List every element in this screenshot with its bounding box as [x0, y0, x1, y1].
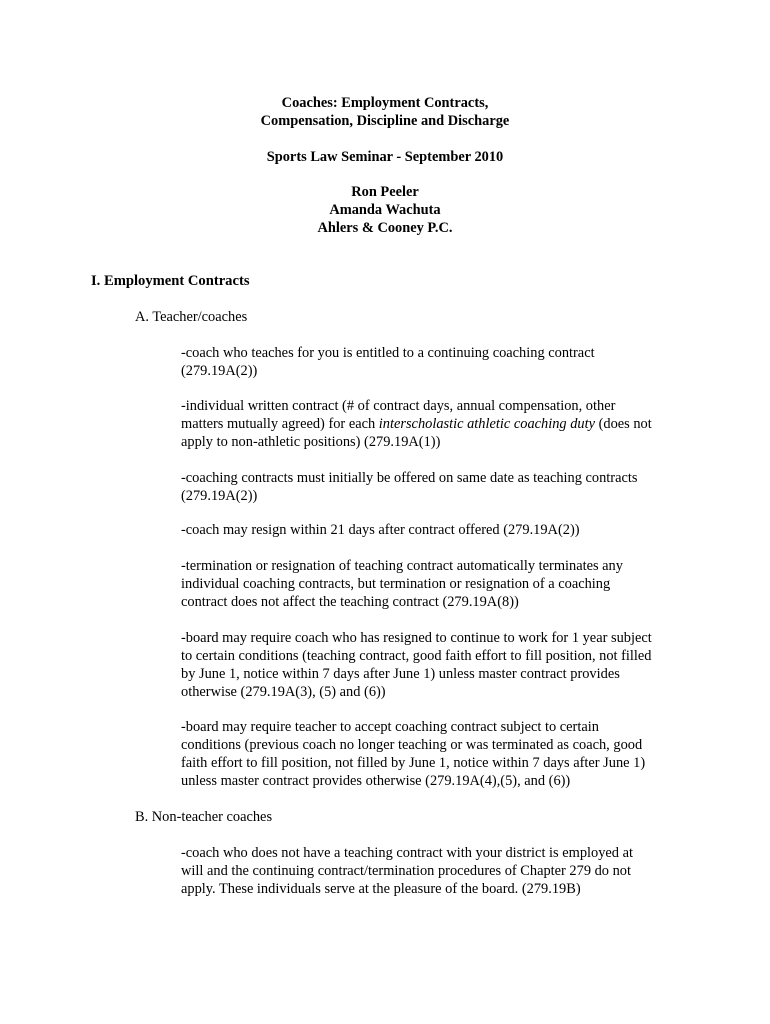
paragraph-line: to certain conditions (teaching contract, good faith effort to fill position, not filled	[181, 648, 652, 664]
paragraph-line: -coach may resign within 21 days after contract offered (279.19A(2))	[181, 522, 580, 538]
paragraph-line: -termination or resignation of teaching contract automatically terminates any	[181, 558, 623, 574]
paragraph	[181, 844, 681, 898]
paragraph-line: apply to non-athletic positions) (279.19A(1))	[181, 434, 441, 450]
paragraph-line: will and the continuing contract/termination procedures of Chapter 279 do not	[181, 863, 631, 879]
paragraph	[181, 344, 681, 380]
paragraph-line: apply. These individuals serve at the pleasure of the board. (279.19B)	[181, 881, 581, 897]
paragraph-line: -board may require coach who has resigned to continue to work for 1 year subject	[181, 630, 652, 646]
paragraph-line: -board may require teacher to accept coaching contract subject to certain	[181, 719, 599, 735]
paragraph-line: -coach who does not have a teaching contract with your district is employed at	[181, 845, 633, 861]
paragraph-line	[181, 415, 681, 433]
firm-name: Ahlers & Cooney P.C.	[317, 220, 453, 236]
author-name: Amanda Wachuta	[329, 202, 441, 218]
paragraph-line: otherwise (279.19A(3), (5) and (6))	[181, 684, 386, 700]
paragraph-line: conditions (previous coach no longer teaching or was terminated as coach, good	[181, 737, 643, 753]
paragraph	[181, 469, 681, 505]
document-title	[0, 94, 770, 130]
paragraph-line: unless master contract provides otherwise (279.19A(4),(5), and (6))	[181, 773, 571, 789]
text-run: (does not	[595, 416, 652, 432]
paragraph	[181, 521, 681, 539]
paragraph	[181, 629, 681, 701]
paragraph-line: (279.19A(2))	[181, 488, 258, 504]
subheading-non-teacher-coaches: B. Non-teacher coaches	[135, 809, 273, 825]
title-line-2: Compensation, Discipline and Discharge	[260, 113, 510, 129]
paragraph	[181, 557, 681, 611]
paragraph-line: -coaching contracts must initially be offered on same date as teaching contracts	[181, 470, 638, 486]
author-block	[0, 183, 770, 237]
paragraph-line: by June 1, notice within 7 days after June 1) unless master contract provides	[181, 666, 620, 682]
author-name: Ron Peeler	[351, 184, 419, 200]
paragraph-line: individual coaching contracts, but termination or resignation of a coaching	[181, 576, 611, 592]
paragraph-line: -individual written contract (# of contract days, annual compensation, other	[181, 398, 616, 414]
emphasized-text: interscholastic athletic coaching duty	[378, 416, 595, 432]
section-heading-employment-contracts: I. Employment Contracts	[91, 273, 250, 289]
subheading-teacher-coaches: A. Teacher/coaches	[135, 309, 248, 325]
paragraph-line: contract does not affect the teaching contract (279.19A(8))	[181, 594, 519, 610]
seminar-line: Sports Law Seminar - September 2010	[266, 149, 504, 165]
paragraph-line: (279.19A(2))	[181, 363, 258, 379]
paragraph	[181, 397, 681, 451]
title-line-1: Coaches: Employment Contracts,	[281, 95, 489, 111]
paragraph-line: faith effort to fill position, not filled by June 1, notice within 7 days after June 1)	[181, 755, 646, 771]
paragraph-line: -coach who teaches for you is entitled to a continuing coaching contract	[181, 345, 595, 361]
paragraph	[181, 718, 681, 790]
text-run: matters mutually agreed) for each	[181, 416, 379, 432]
